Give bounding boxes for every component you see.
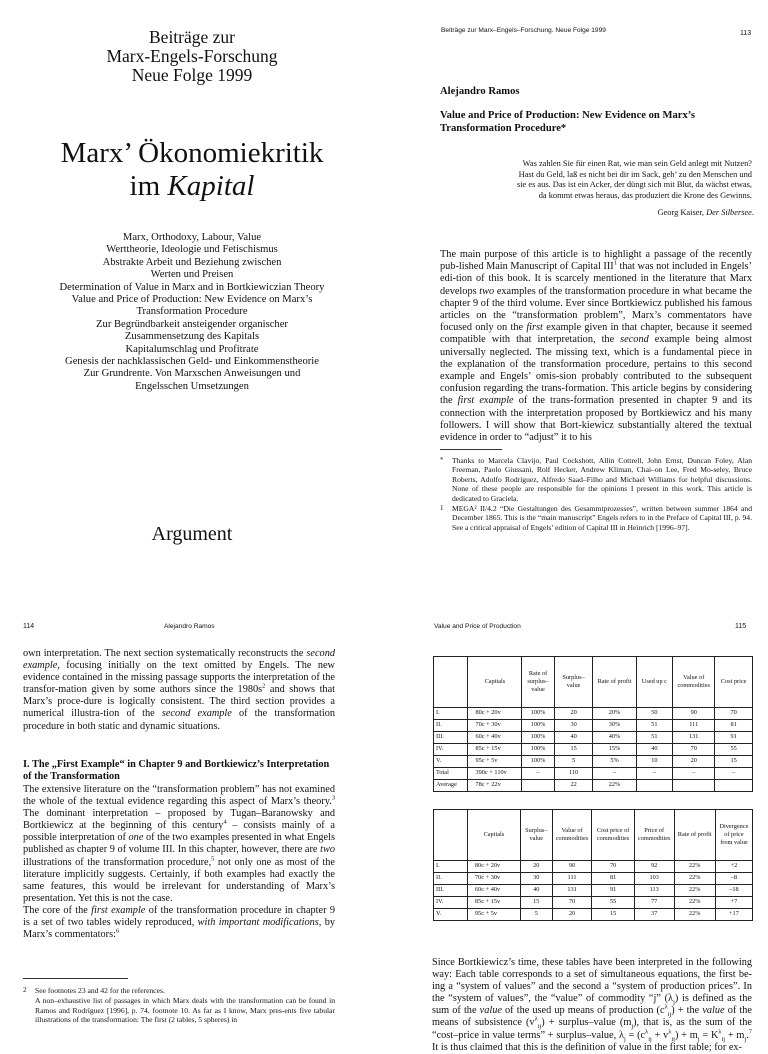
table-cell: +17 xyxy=(715,909,752,921)
table-cell: 100% xyxy=(522,744,554,756)
table-cell: 5% xyxy=(593,756,636,768)
column-header: Surplus–value xyxy=(554,657,593,708)
table-cell: 91 xyxy=(592,885,634,897)
footnote-mark: 2 xyxy=(23,986,27,994)
table-cell: 55 xyxy=(715,744,753,756)
emphasis: with important modifications xyxy=(197,917,319,929)
emphasis: two xyxy=(479,285,495,297)
table-cell: 113 xyxy=(634,885,674,897)
text-run: = K xyxy=(699,1029,719,1041)
footnote-ref: 6 xyxy=(115,927,120,935)
row-label: III. xyxy=(434,732,468,744)
footnote-ref: 1 xyxy=(613,259,617,267)
footnote-ref: 3 xyxy=(331,794,335,802)
subscript: ij xyxy=(667,1011,672,1019)
table-row xyxy=(434,744,753,756)
contents-entry: Engelsschen Umsetzungen xyxy=(135,380,249,392)
table-cell: 30% xyxy=(593,720,636,732)
volume-title xyxy=(0,137,384,203)
table-cell xyxy=(673,780,715,792)
table-row xyxy=(434,732,753,744)
table-cell: 81 xyxy=(715,720,753,732)
table-cell: 40% xyxy=(593,732,636,744)
contents-entry: Kapitalumschlag und Profitrate xyxy=(125,343,259,355)
column-header: Divergence of price from value xyxy=(715,810,752,861)
row-label: II. xyxy=(434,720,468,732)
series-line: Marx-Engels-Forschung xyxy=(106,46,278,66)
row-label: II. xyxy=(434,873,468,885)
table-cell: +7 xyxy=(715,897,752,909)
subscript: j xyxy=(623,1035,626,1043)
footnote-text: Thanks to Marcela Clavijo, Paul Cockshott, Allin Cottrell, John Ernst, Duncan Foley, Alan Freeman, Paolo Giussani, Rolf Hecker, Andrew Kliman, Chai–on Lee, Fred Mo-seley, Bruce Roberts, Adolfo Rodríguez, Alfredo Saad–Filho and Michael Williams for helpful discussions. None of these people are responsible for the opinions I present in this work. This article is dedicated to Graciela. xyxy=(452,456,752,503)
table-cell: –18 xyxy=(715,885,752,897)
table-cell: 131 xyxy=(552,885,592,897)
subscript: ij xyxy=(721,1035,726,1043)
running-head: Value and Price of Production xyxy=(434,623,521,630)
row-label: IV. xyxy=(434,897,468,909)
running-head: Alejandro Ramos xyxy=(164,623,215,630)
text-run: The dominant interpretation – proposed by Tugan–Baranowsky and Bortkiewicz at the beginning of this century xyxy=(23,808,335,832)
table-cell: 15% xyxy=(593,744,636,756)
epigraph-line: sie es aus. Das ist ein Acker, der düngt sich mit Blut, da wächst etwas, xyxy=(516,180,752,189)
table-cell: 22% xyxy=(674,897,715,909)
emphasis: two xyxy=(320,844,335,856)
body-paragraph xyxy=(440,249,752,444)
footnote-ref: λ xyxy=(718,1028,722,1036)
prices-table xyxy=(433,809,753,921)
footnote-rule xyxy=(23,978,128,979)
table-cell: 77 xyxy=(634,897,674,909)
text-run: of the two examples presented in what Engels published as chapter 9 of volume III. In this chapter, however, there are xyxy=(23,832,335,856)
table-cell: 60c + 40v xyxy=(468,732,522,744)
volume-title-line: Marx’ Ökonomiekritik xyxy=(60,137,324,169)
subscript: j xyxy=(631,1023,634,1031)
column-header: Rate of profit xyxy=(593,657,636,708)
table-cell: – xyxy=(636,768,673,780)
footnotes xyxy=(23,986,335,1025)
column-header: Used up c xyxy=(636,657,673,708)
contents-entry: Zusammensetzung des Kapitals xyxy=(124,331,260,343)
table-row xyxy=(434,885,753,897)
table-cell: +2 xyxy=(715,861,752,873)
column-header: Price of commodities xyxy=(634,810,674,861)
row-label: III. xyxy=(434,885,468,897)
row-label: V. xyxy=(434,909,468,921)
row-label: Total xyxy=(434,768,468,780)
column-header: Capitals xyxy=(468,657,522,708)
volume-title-line xyxy=(0,170,384,203)
table-cell: 90 xyxy=(673,708,715,720)
table-cell: 70 xyxy=(715,708,753,720)
table-cell: 40 xyxy=(636,744,673,756)
column-header xyxy=(434,810,468,861)
footnote-ref: λ xyxy=(534,1016,538,1024)
table-row xyxy=(434,768,753,780)
text-run: + m xyxy=(725,1029,745,1041)
table-row xyxy=(434,909,753,921)
subscript: ij xyxy=(537,1023,542,1031)
table-cell: 100% xyxy=(522,708,554,720)
table-row xyxy=(434,861,753,873)
column-header: Rate of profit xyxy=(674,810,715,861)
text-run: of the means of subsistence (v xyxy=(432,1005,752,1029)
table-cell: 51 xyxy=(636,732,673,744)
table-cell: 390c + 110v xyxy=(468,768,522,780)
table-cell: 51 xyxy=(636,720,673,732)
series-title xyxy=(0,28,384,85)
text-run: ) + the xyxy=(671,1005,703,1017)
emphasis: second xyxy=(620,334,649,346)
subscript: j xyxy=(673,999,675,1007)
footnote-ref: λ xyxy=(645,1028,649,1036)
text-run: The extensive literature on the “transformation problem” has not examined the whole of the textual evidence regarding this aspect of Marx’s theory. xyxy=(23,784,335,808)
table-cell: 20 xyxy=(520,861,552,873)
column-header: Value of commodities xyxy=(673,657,715,708)
table-cell: 20 xyxy=(554,708,593,720)
footnote-text: See footnotes 23 and 42 for the references. xyxy=(35,986,165,995)
text-run: + v xyxy=(651,1029,669,1041)
table-cell: 22% xyxy=(674,909,715,921)
table-cell: 30 xyxy=(554,720,593,732)
table-cell: 20% xyxy=(593,708,636,720)
table-row xyxy=(434,897,753,909)
subscript: j xyxy=(697,1035,700,1043)
row-label: I. xyxy=(434,708,468,720)
table-cell: –8 xyxy=(715,873,752,885)
contents-entry: Zur Begründbarkeit ansteigender organischer xyxy=(96,318,288,330)
table-cell: 80c + 20v xyxy=(468,708,522,720)
page-number: 115 xyxy=(735,623,747,630)
values-table xyxy=(433,656,753,792)
text-run: examples of the transformation procedure in what became the chapter 9 of the third volume. Ever since Bortkiewicz published his famous articles on the “transformation problem”, Marx’s commentators have focused only on the xyxy=(440,285,752,334)
footnote-text: MEGA² II/4.2 “Die Gestaltungen des Gesammtprozesses”, written between summer 1864 and December 1865. This is the “main manuscript” Engels refers to in the Preface of Capital III, p. 94. See a critical appraisal of Engels’ edition of Capital III in Heinrich [1996–97]. xyxy=(452,504,752,532)
text-run: that was not included in Engels’ edi-tion of this book. It is scarcely mentioned in the literature that Marx develops xyxy=(440,261,752,297)
table-cell: 85c + 15v xyxy=(468,744,522,756)
table-cell: 40 xyxy=(554,732,593,744)
text-run: The main purpose of this article is to highlight a passage of the recently pub- xyxy=(440,249,752,273)
table-cell: 20 xyxy=(552,909,592,921)
epigraph-line: Hast du Geld, laß es nicht bei dir im Sack, geh’ zu den Menschen und xyxy=(518,169,752,179)
footnote-ref: λ xyxy=(668,1028,672,1036)
text-run: of the transformation procedure in chapter 9 is a set of two tables widely reproduced, xyxy=(23,904,335,929)
footnote xyxy=(23,996,335,1024)
text-run: example given in that chapter, because it seemed compatible with that interpretation, the xyxy=(440,322,752,346)
footnote xyxy=(440,456,752,503)
subscript: ij xyxy=(671,1035,675,1043)
footnote-mark: 1 xyxy=(440,504,444,513)
page-113-front-matter xyxy=(0,0,384,545)
footnote-rule xyxy=(440,449,502,450)
table-cell: 5 xyxy=(554,756,593,768)
text-run: example being almost universally neglected. The missing text, which is a fundamental piece in the explanation of the transformation procedure, pertains to this second example and Engels’ omis-sion probably contributed to the subsequent confusion regarding the trans-formation. This article begins by considering the xyxy=(440,334,752,407)
table-cell: 22% xyxy=(674,885,715,897)
table-cell: 60c + 40v xyxy=(467,885,520,897)
text-run: ), that is, as the sum of the “cost–price in value terms” + surplus–value, λ xyxy=(432,1017,752,1041)
table-cell: 111 xyxy=(673,720,715,732)
table-cell: – xyxy=(522,768,554,780)
text-run: ) is defined as the sum of the xyxy=(432,993,752,1017)
emphasis: one xyxy=(128,832,144,844)
emphasis: second example xyxy=(23,648,335,672)
body-paragraph xyxy=(432,957,752,1054)
page-113 xyxy=(384,0,768,532)
table-header-row xyxy=(434,810,753,861)
table-cell: 22% xyxy=(674,873,715,885)
subscript: ij xyxy=(648,1035,652,1043)
contents-entry: Abstrakte Arbeit und Beziehung zwischen xyxy=(102,256,282,268)
table-cell: 90 xyxy=(552,861,592,873)
table-cell: 100% xyxy=(522,720,554,732)
table-cell: 92 xyxy=(634,861,674,873)
footnote-mark: * xyxy=(440,456,444,464)
contents-entry: Werttheorie, Ideologie und Fetischismus xyxy=(106,244,278,256)
table-cell: 100% xyxy=(522,756,554,768)
table-cell: 50 xyxy=(636,708,673,720)
epigraph xyxy=(482,159,752,201)
text-run: The core of the xyxy=(23,904,92,916)
table-cell xyxy=(636,780,673,792)
text-run: – consists mainly of a possible interpretation of xyxy=(23,820,335,844)
article-title: Value and Price of Production: New Evidence on Marx’s Transformation Procedure* xyxy=(440,110,696,134)
emphasis: value xyxy=(702,1005,725,1017)
table-cell: 15 xyxy=(592,909,634,921)
epigraph-attribution xyxy=(657,208,754,217)
section-heading-argument: Argument xyxy=(151,523,233,545)
table-cell: 103 xyxy=(634,873,674,885)
contents-entry: Zur Grundrente. Von Marxschen Anweisungen und xyxy=(83,368,301,380)
table-cell: 55 xyxy=(592,897,634,909)
section-heading: I. The „First Example“ in Chapter 9 and Bortkiewicz’s Interpretation of the Transformation xyxy=(23,759,330,783)
epigraph-line: da kommt etwas heraus, das produziert die Krone des Gewinns. xyxy=(538,190,752,200)
contents-entry: Determination of Value in Marx and in Bortkiewiczian Theory xyxy=(59,281,325,293)
row-label: I. xyxy=(434,861,468,873)
table-cell: – xyxy=(593,768,636,780)
series-line: Beiträge zur xyxy=(149,27,235,47)
column-header: Cost price of commodities xyxy=(592,810,634,861)
table-header-row xyxy=(434,657,753,708)
contents-entry: Genesis der nachklassischen Geld- und Einkommenstheorie xyxy=(65,356,319,368)
table-cell: 10 xyxy=(636,756,673,768)
emphasis: second example xyxy=(161,708,232,720)
epigraph-punct: . xyxy=(751,208,754,217)
footnote-ref: 4 xyxy=(223,818,227,826)
table-cell: 5 xyxy=(520,909,552,921)
contents-entry: Transformation Procedure xyxy=(136,306,248,318)
column-header xyxy=(434,657,468,708)
table-row xyxy=(434,720,753,732)
table-cell: 37 xyxy=(634,909,674,921)
text-run: It is thus claimed that this is the definition of value in the first table; for ex- xyxy=(432,1041,742,1053)
table-cell: 22% xyxy=(593,780,636,792)
table-cell: 40 xyxy=(520,885,552,897)
table-cell: 22% xyxy=(674,861,715,873)
table-row xyxy=(434,708,753,720)
footnote xyxy=(23,986,335,995)
table-cell: 80c + 20v xyxy=(467,861,520,873)
epigraph-line: Was zahlen Sie für einen Rat, wie man sein Geld anlegt mit Nutzen? xyxy=(522,159,752,168)
table-cell: 111 xyxy=(552,873,592,885)
table-cell: 78c + 22v xyxy=(468,780,522,792)
column-header: Rate of surplus–value xyxy=(522,657,554,708)
table-cell: 22 xyxy=(554,780,593,792)
footnote-text: A non–exhaustive list of passages in which Marx deals with the transformation can be found in Ramos and Rodríguez [1996], p. 74, footnote 10. As far as I know, Marx pres-ents five tabular illustrations of the transformation: The first (2 tables, 5 spheres) in xyxy=(35,996,335,1024)
table-cell: 100% xyxy=(522,732,554,744)
text-run: own interpretation. The next section systematically reconstructs the xyxy=(23,648,307,659)
epigraph-author: Georg Kaiser, xyxy=(657,208,707,217)
table-cell: 15 xyxy=(554,744,593,756)
text-run: ) + surplus–value (m xyxy=(541,1017,632,1029)
contents-entry: Marx, Orthodoxy, Labour, Value xyxy=(122,232,262,243)
table-cell: 70 xyxy=(592,861,634,873)
series-line: Neue Folge 1999 xyxy=(131,65,253,85)
text-run: lished Main Manuscript of Capital III xyxy=(458,261,614,273)
epigraph-work: Der Silbersee xyxy=(706,208,752,217)
contents-entry: Werten und Preisen xyxy=(150,269,234,281)
emphasis: first example xyxy=(457,395,514,407)
table-cell: 70 xyxy=(552,897,592,909)
table-cell: 70 xyxy=(673,744,715,756)
row-label: V. xyxy=(434,756,468,768)
table-cell: 95c + 5v xyxy=(468,756,522,768)
table-cell: 70c + 30v xyxy=(467,873,520,885)
row-label: Average xyxy=(434,780,468,792)
column-header: Capitals xyxy=(467,810,520,861)
page-114 xyxy=(0,512,384,1024)
body-paragraph xyxy=(23,784,335,941)
table-row xyxy=(434,780,753,792)
table-cell: 15 xyxy=(715,756,753,768)
table-cell: 20 xyxy=(673,756,715,768)
emphasis: first example xyxy=(91,904,146,916)
table-cell: 131 xyxy=(673,732,715,744)
text-run: Since Bortkiewicz’s time, these tables have been interpreted in the following way: Each table corresponds to a set of simultaneous equations, the first be-ing a “system of values” and the second a “system of production prices”. In the “system of values”, the “value” of commodity “j” (λ xyxy=(432,957,752,1005)
text-run: , focusing initially on the text omitted by Engels. The new evidence contained in the missing passage supports the interpretation of the transfor-mation given by some authors since the 1980s xyxy=(23,660,335,696)
table-cell xyxy=(715,780,753,792)
contents-entry: Value and Price of Production: New Evidence on Marx’s xyxy=(71,294,313,306)
text-run: , by Marx’s commentators: xyxy=(23,917,335,941)
text-run: illustrations of the transformation procedure, xyxy=(23,856,212,868)
table-cell: – xyxy=(673,768,715,780)
table-cell: 110 xyxy=(554,768,593,780)
page-number: 113 xyxy=(740,30,752,37)
text-run: = (c xyxy=(625,1029,646,1041)
text-run: . xyxy=(746,1029,749,1041)
table-cell: 85c + 15v xyxy=(467,897,520,909)
column-header: Value of commodities xyxy=(552,810,592,861)
table-cell: 95c + 5v xyxy=(467,909,520,921)
subscript: j xyxy=(744,1035,747,1043)
footnote-ref: 5 xyxy=(211,855,215,863)
article-author: Alejandro Ramos xyxy=(440,86,520,97)
table-cell: – xyxy=(715,768,753,780)
text-run: and shows that Marx’s proce-dure is logically consistent. The third section provides a numerical illustra-tion of the xyxy=(23,684,336,720)
table-cell: 91 xyxy=(715,732,753,744)
column-header: Cost price xyxy=(715,657,753,708)
table-cell: 30 xyxy=(520,873,552,885)
table-cell: 81 xyxy=(592,873,634,885)
page-number: 114 xyxy=(23,623,35,630)
emphasis: first xyxy=(526,322,543,334)
body-paragraph xyxy=(23,648,335,733)
volume-title-part: im xyxy=(129,170,168,202)
footnote-ref: λ xyxy=(664,1003,668,1011)
table-row xyxy=(434,873,753,885)
table-cell: 70c + 30v xyxy=(468,720,522,732)
contents-list xyxy=(40,232,344,393)
text-run: of the transformation procedure in both static and dynamic situations. xyxy=(23,708,335,732)
table-row xyxy=(434,756,753,768)
text-run: of the trans-formation presented in chapter 9 and its connection with the interpretation proposed by Bortkiewicz and his many followers. I will show that Bort-kiewicz substantially altered the textual evidence in order to “adjust” it to his xyxy=(440,395,752,444)
footnote-ref: 2 xyxy=(262,682,266,690)
table-cell xyxy=(522,780,554,792)
emphasis: value xyxy=(479,1005,502,1017)
text-run: not only one as most of the literature implicitly suggests. Certainly, if both examples had exactly the same features, this would be irrelevant for understanding of Marx’s presentation. Yet this is not the case. xyxy=(23,856,335,904)
text-run: of the used up means of production (c xyxy=(501,1005,665,1017)
footnote-ref: 7 xyxy=(748,1028,752,1036)
volume-title-italic: Kapital xyxy=(167,170,255,202)
table-cell: 15 xyxy=(520,897,552,909)
running-head: Beiträge zur Marx–Engels–Forschung. Neue Folge 1999 xyxy=(441,27,606,34)
column-header: Surplus–value xyxy=(520,810,552,861)
row-label: IV. xyxy=(434,744,468,756)
text-run: ) + m xyxy=(674,1029,698,1041)
